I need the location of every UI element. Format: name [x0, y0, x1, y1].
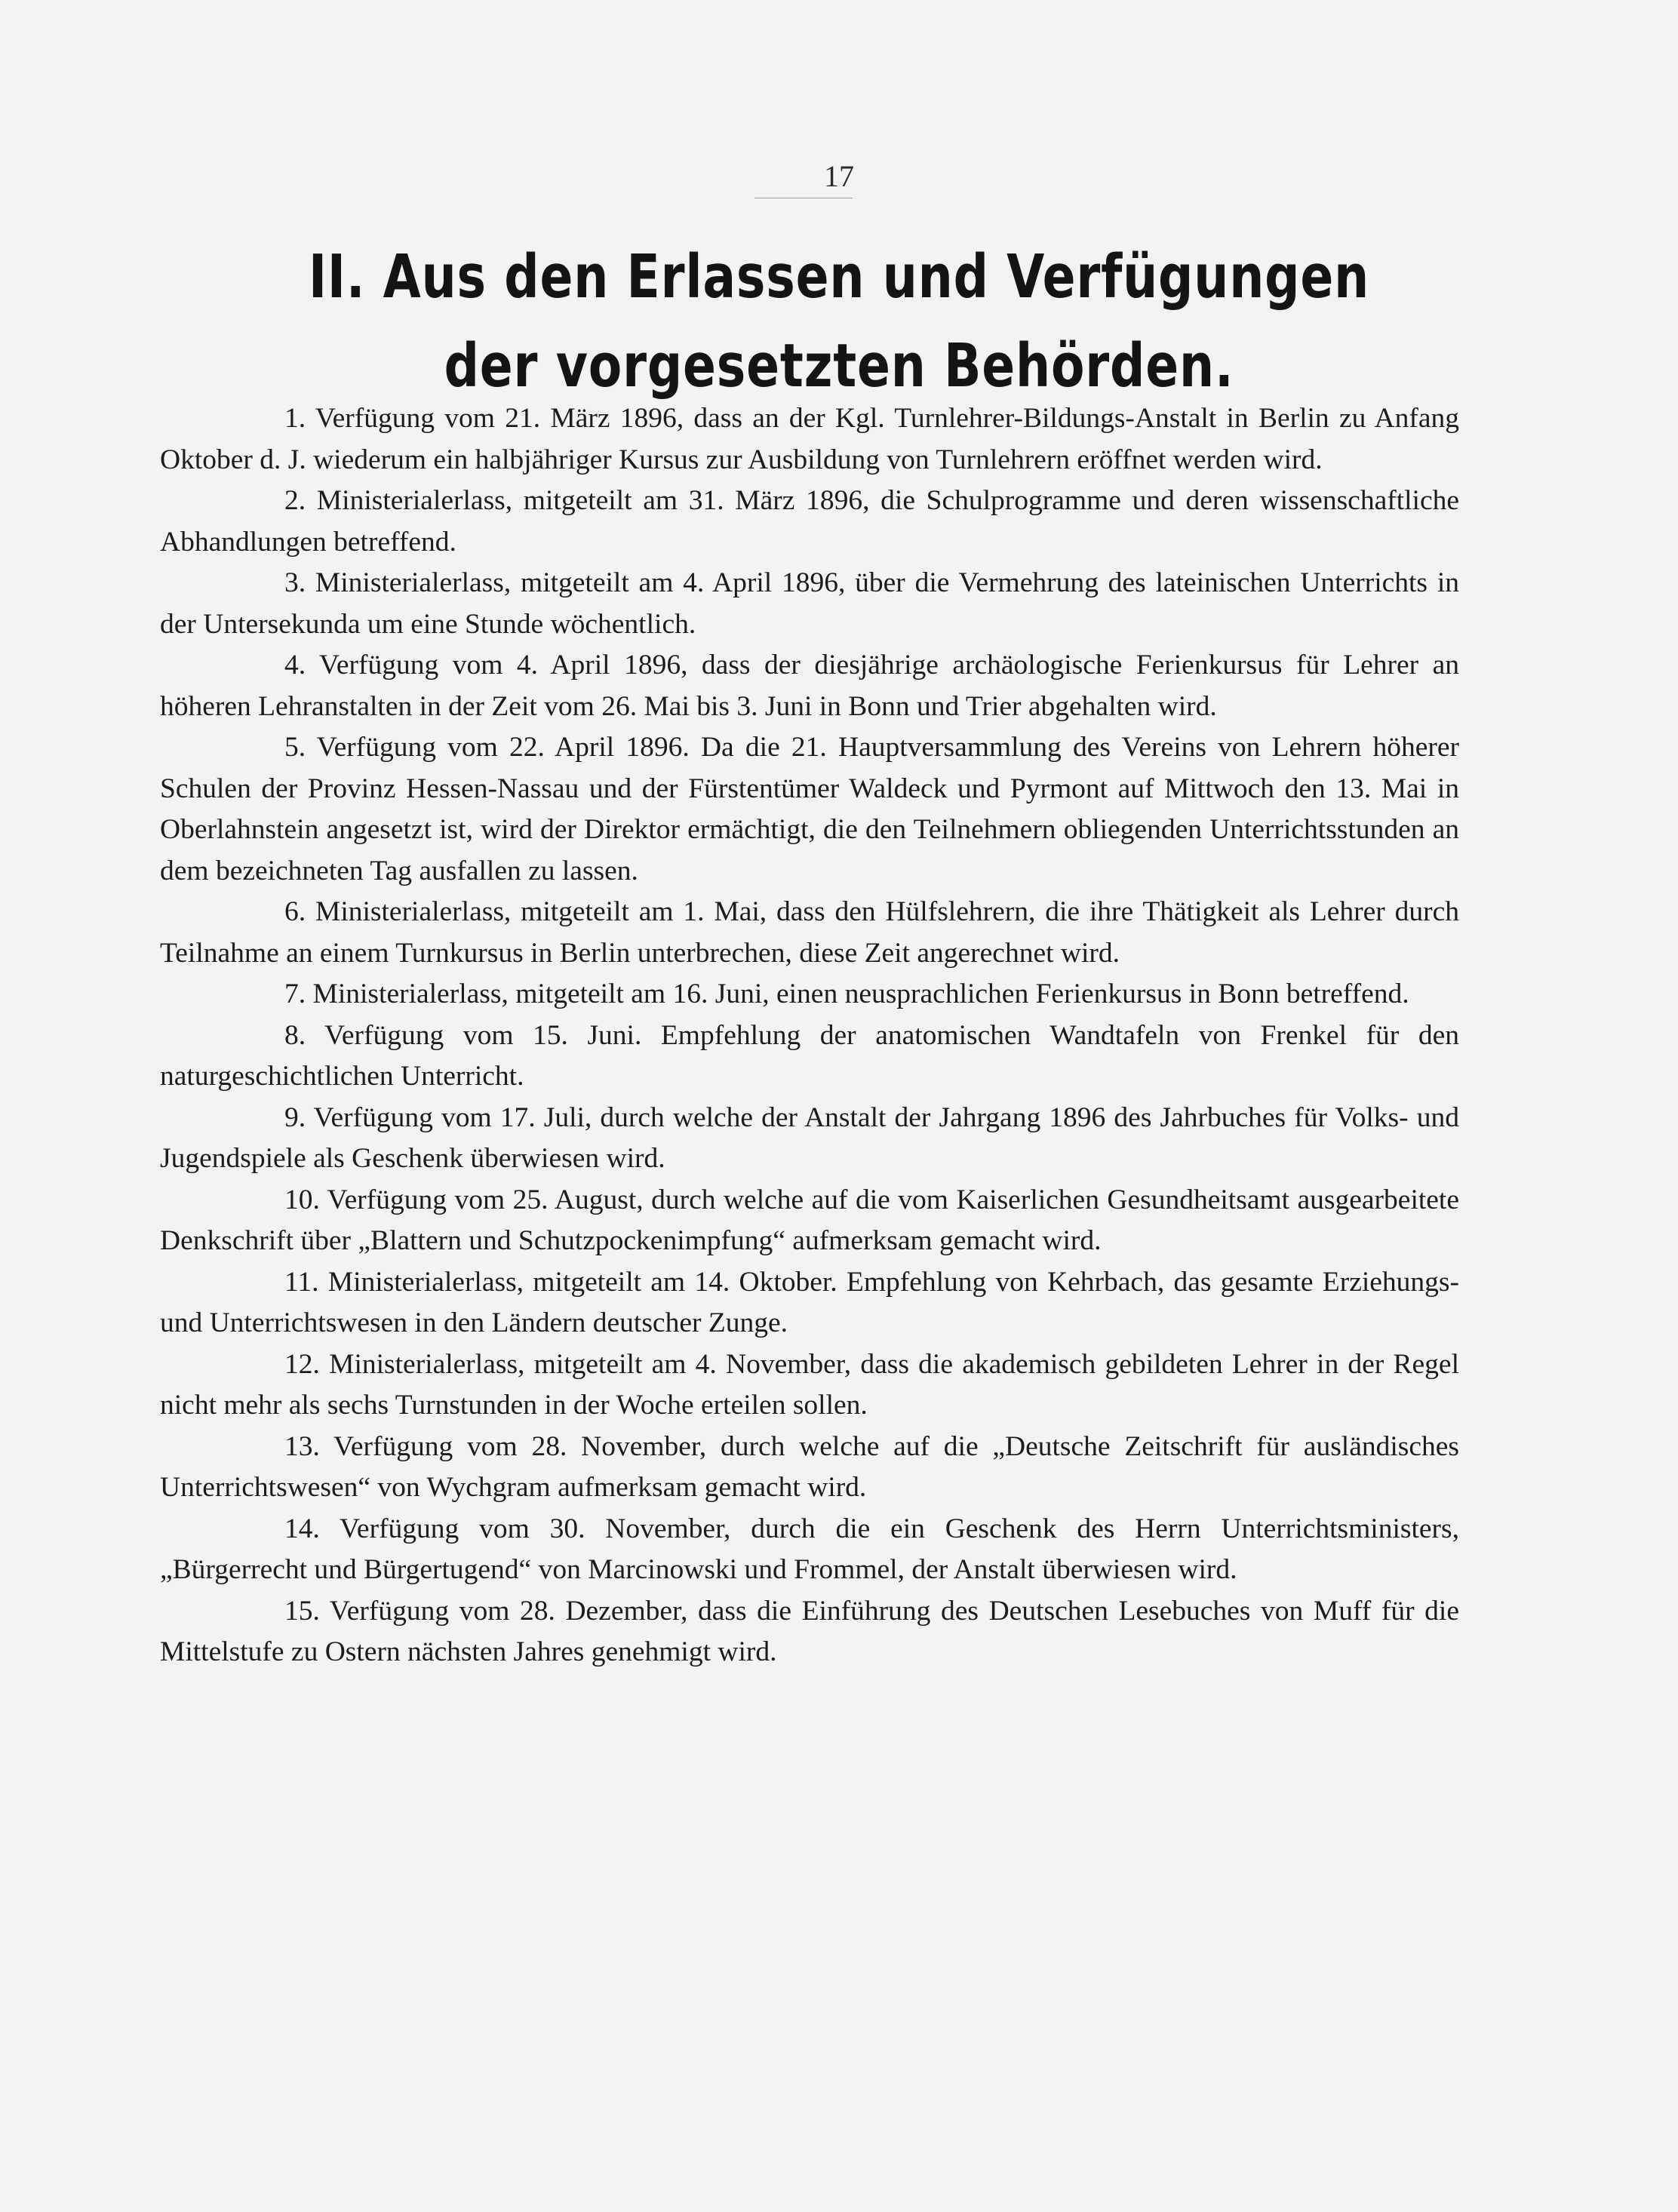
decree-item-8: 8. Verfügung vom 15. Juni. Empfehlung der anatomischen Wandtafeln von Frenkel für den naturgeschichtlichen Unterricht. [160, 1019, 1459, 1092]
decree-item-13: 13. Verfügung vom 28. November, durch welche auf die „Deutsche Zeitschrift für ausländisches Unterrichtswesen“ von Wychgram aufmerksam gemacht wird. [160, 1430, 1459, 1503]
page-number: 17 [824, 159, 854, 193]
decree-item-3: 3. Ministerialerlass, mitgeteilt am 4. April 1896, über die Vermehrung des lateinischen Unterrichts in der Untersekunda um eine Stunde wöchentlich. [160, 567, 1459, 640]
decree-item-12: 12. Ministerialerlass, mitgeteilt am 4. November, dass die akademisch gebildeten Lehrer in der Regel nicht mehr als sechs Turnstunden in der Woche erteilen sollen. [160, 1348, 1459, 1421]
section-title [275, 232, 1403, 410]
section-title-line-1: II. Aus den Erlassen und Verfügungen [308, 242, 1370, 312]
decree-item-9: 9. Verfügung vom 17. Juli, durch welche der Anstalt der Jahrgang 1896 des Jahrbuches für Volks- und Jugendspiele als Geschenk überwiesen wird. [160, 1101, 1459, 1174]
decree-item-1: 1. Verfügung vom 21. März 1896, dass an der Kgl. Turnlehrer-Bildungs-Anstalt in Berlin zu Anfang Oktober d. J. wiederum ein halbjähriger Kursus zur Ausbildung von Turnlehrern eröffnet werden wird. [160, 403, 1459, 475]
decree-item-11: 11. Ministerialerlass, mitgeteilt am 14. Oktober. Empfehlung von Kehrbach, das gesamte Erziehungs- und Unterrichtswesen in den Ländern deutscher Zunge. [160, 1266, 1459, 1338]
decree-list [160, 398, 1459, 1673]
decree-item-15: 15. Verfügung vom 28. Dezember, dass die Einführung des Deutschen Lesebuches von Muff für die Mittelstufe zu Ostern nächsten Jahres genehmigt wird. [160, 1595, 1459, 1667]
decree-item-7: 7. Ministerialerlass, mitgeteilt am 16. Juni, einen neusprachlichen Ferienkursus in Bonn betreffend. [284, 979, 1409, 1009]
decree-item-4: 4. Verfügung vom 4. April 1896, dass der diesjährige archäologische Ferienkursus für Lehrer an höheren Lehranstalten in der Zeit vom 26. Mai bis 3. Juni in Bonn und Trier abgehalten wird. [160, 650, 1459, 722]
decree-item-10: 10. Verfügung vom 25. August, durch welche auf die vom Kaiserlichen Gesundheitsamt ausgearbeitete Denkschrift über „Blattern und Schutzpockenimpfung“ aufmerksam gemacht wird. [160, 1184, 1459, 1256]
decree-item-5: 5. Verfügung vom 22. April 1896. Da die 21. Hauptversammlung des Vereins von Lehrern höherer Schulen der Provinz Hessen-Nassau und der Fürstentümer Waldeck und Pyrmont auf Mittwoch den 13. Mai in Oberlahnstein angesetzt ist, wird der Direktor ermächtigt, die den Teilnehmern obliegenden Unterrichtsstunden an dem bezeichneten Tag ausfallen zu lassen. [160, 732, 1459, 886]
decree-item-6: 6. Ministerialerlass, mitgeteilt am 1. Mai, dass den Hülfslehrern, die ihre Thätigkeit als Lehrer durch Teilnahme an einem Turnkursus in Berlin unterbrechen, diese Zeit angerechnet wird. [160, 896, 1459, 969]
decree-item-2: 2. Ministerialerlass, mitgeteilt am 31. März 1896, die Schulprogramme und deren wissenschaftliche Abhandlungen betreffend. [160, 485, 1459, 558]
decree-item-14: 14. Verfügung vom 30. November, durch die ein Geschenk des Herrn Unterrichtsministers, „Bürgerrecht und Bürgertugend“ von Marcinowski und Frommel, der Anstalt überwiesen wird. [160, 1513, 1459, 1585]
section-title-line-2: der vorgesetzten Behörden. [444, 331, 1234, 401]
